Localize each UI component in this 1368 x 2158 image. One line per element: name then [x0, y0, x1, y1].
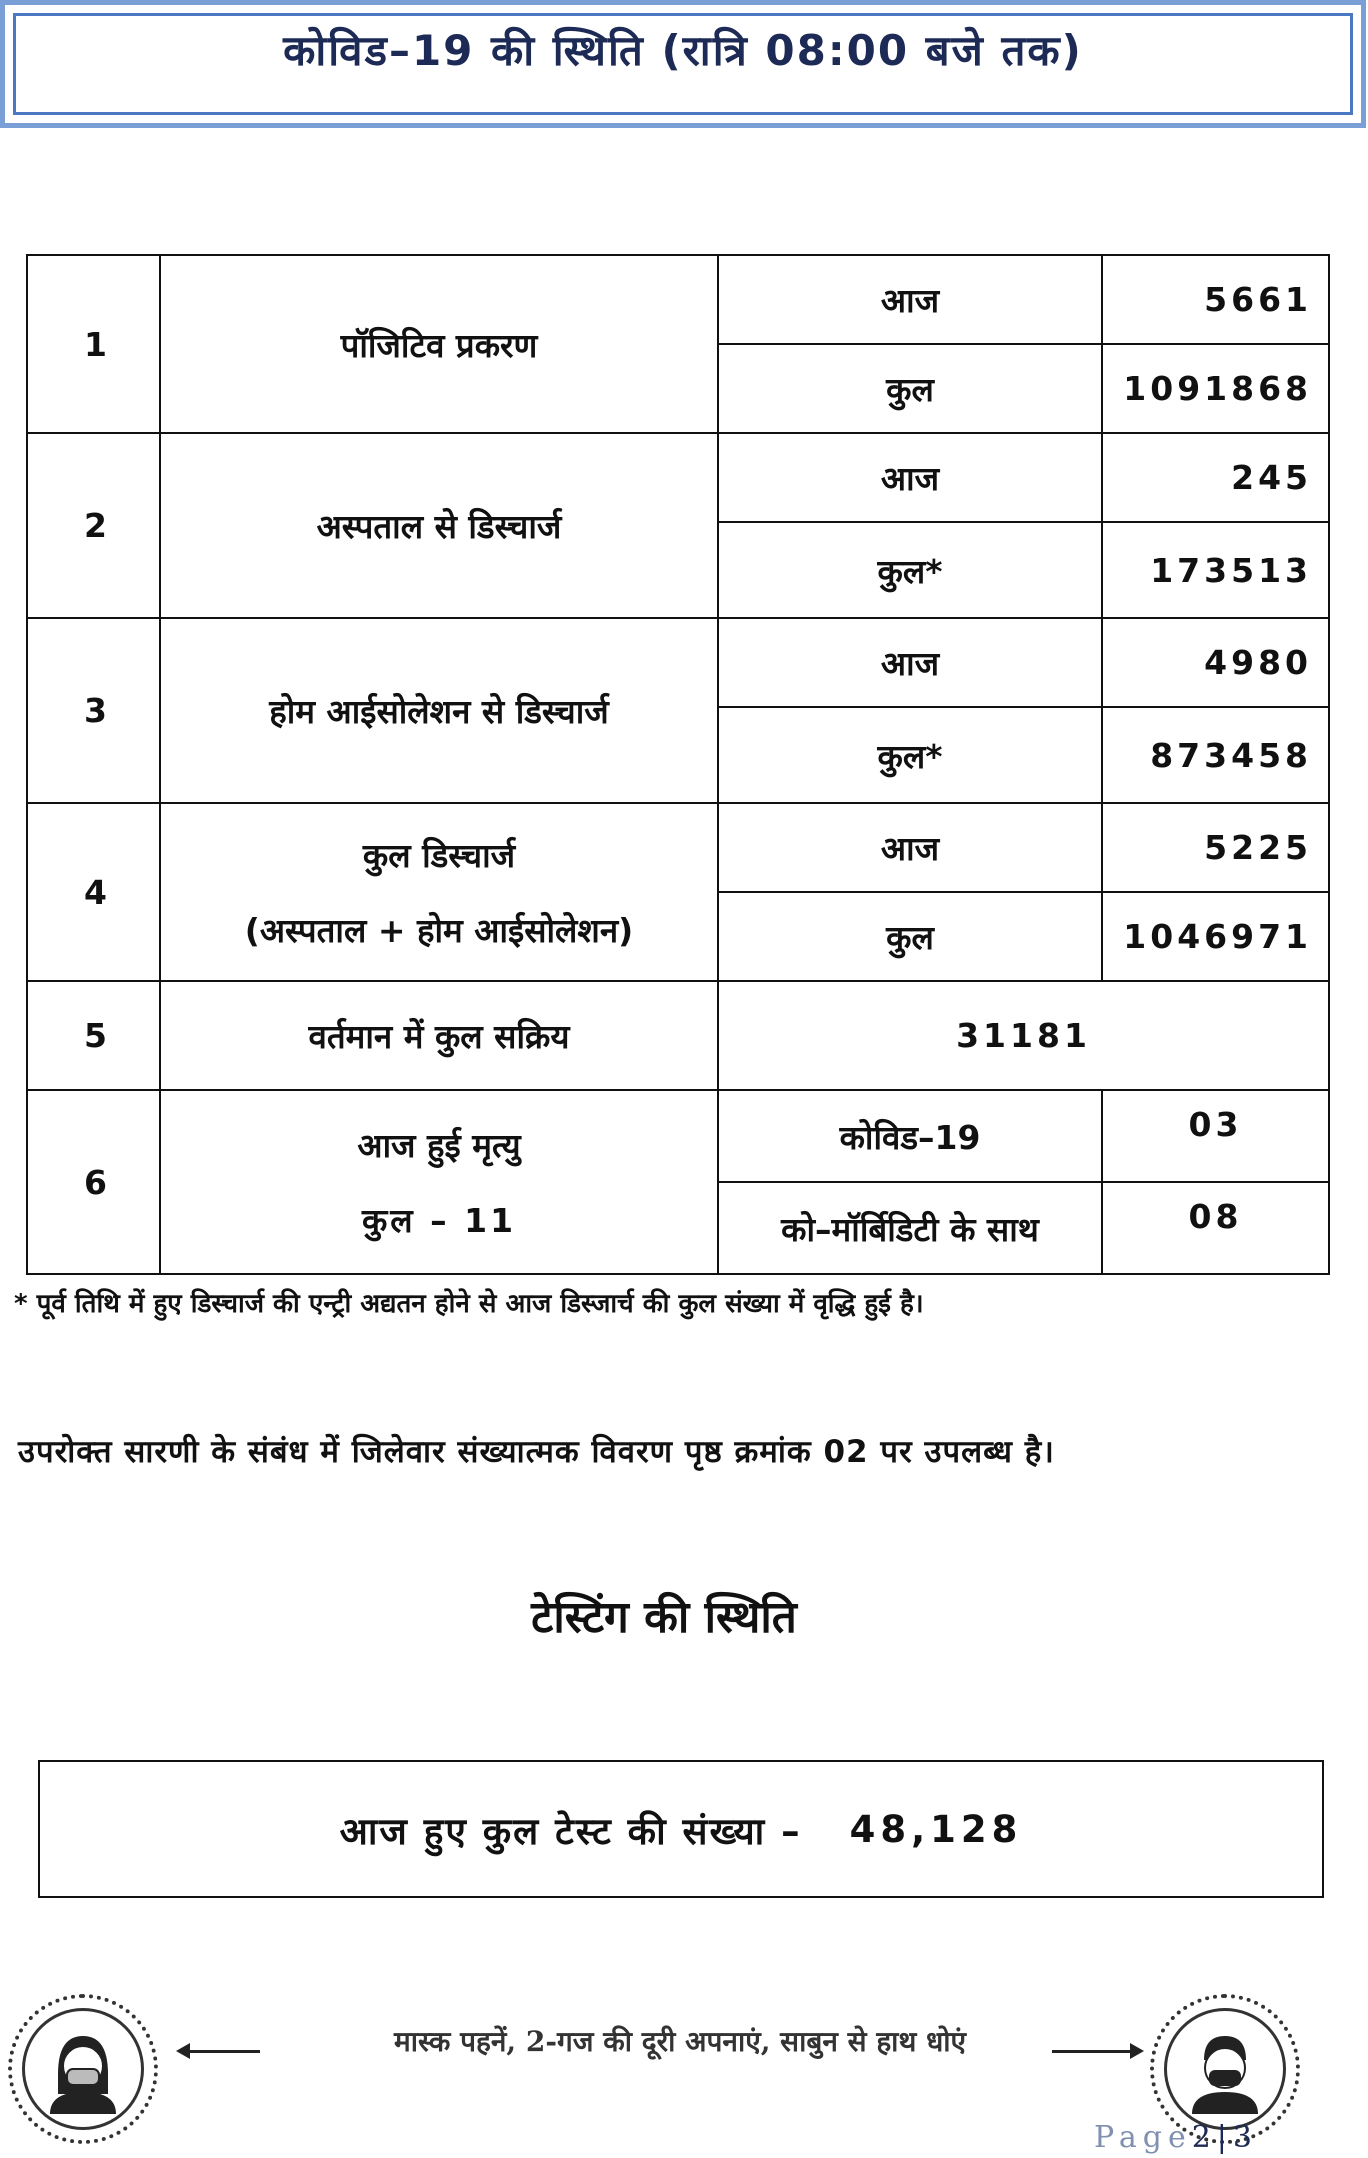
- status-table: [26, 254, 1330, 1275]
- testing-heading: टेस्टिंग की स्थिति: [531, 1592, 797, 1643]
- page-title: कोविड–19 की स्थिति (रात्रि 08:00 बजे तक): [283, 25, 1083, 75]
- today-value: 245: [1102, 433, 1329, 522]
- table-row: [27, 1090, 1329, 1182]
- page-separator: |: [1216, 2120, 1233, 2155]
- total-value: 1046971: [1102, 892, 1329, 981]
- total-value: 1091868: [1102, 344, 1329, 433]
- safety-slogan: मास्क पहनें, 2-गज की दूरी अपनाएं, साबुन से हाथ धोएं: [393, 2025, 967, 2058]
- test-count-label: आज हुए कुल टेस्ट की संख्या –: [339, 1809, 802, 1853]
- today-value: 5661: [1102, 255, 1329, 344]
- today-value: 5225: [1102, 803, 1329, 892]
- test-count-value: 48,128: [849, 1807, 1023, 1851]
- total-label: कुल*: [718, 707, 1102, 803]
- today-label: आज: [718, 255, 1102, 344]
- table-row: [27, 255, 1329, 344]
- table-row: [27, 981, 1329, 1090]
- today-label: आज: [718, 803, 1102, 892]
- row-label: [160, 1090, 718, 1274]
- total-value: 873458: [1102, 707, 1329, 803]
- row-label: वर्तमान में कुल सक्रिय: [160, 981, 718, 1090]
- total-label: कुल: [718, 892, 1102, 981]
- test-count-box: [38, 1760, 1324, 1898]
- row-number: 5: [27, 981, 160, 1090]
- total-label: कुल: [718, 344, 1102, 433]
- comorbid-death-label: को–मॉर्बिडिटी के साथ: [718, 1182, 1102, 1274]
- safety-banner: [0, 1992, 1368, 2112]
- today-label: आज: [718, 433, 1102, 522]
- row-label: होम आईसोलेशन से डिस्चार्ज: [160, 618, 718, 803]
- today-label: आज: [718, 618, 1102, 707]
- right-arrowhead-icon: [1130, 2043, 1144, 2059]
- row-label-line1: आज हुई मृत्यु: [357, 1126, 521, 1165]
- page-prefix: Page: [1094, 2120, 1192, 2155]
- row-number: 4: [27, 803, 160, 981]
- footnote: * पूर्व तिथि में हुए डिस्चार्ज की एन्ट्री अद्यतन होने से आज डिस्जार्च की कुल संख्या में वृद्धि हुई है।: [14, 1289, 924, 1319]
- row-label: अस्पताल से डिस्चार्ज: [160, 433, 718, 618]
- row-label-line2: कुल – 11: [361, 1201, 517, 1240]
- comorbid-death-value: 08: [1102, 1182, 1329, 1274]
- row-label: [160, 803, 718, 981]
- header-inner-border: [13, 13, 1353, 115]
- right-arrow: [1052, 2050, 1132, 2053]
- page-number: [1094, 2120, 1258, 2155]
- row-label-line2: (अस्पताल + होम आईसोलेशन): [244, 911, 634, 950]
- header-box: [0, 0, 1366, 128]
- page-total: 3: [1232, 2120, 1258, 2155]
- row-number: 1: [27, 255, 160, 433]
- table-row: [27, 433, 1329, 522]
- woman-mask-icon: [8, 1994, 158, 2144]
- today-value: 4980: [1102, 618, 1329, 707]
- total-value: 173513: [1102, 522, 1329, 618]
- row-number: 2: [27, 433, 160, 618]
- row-label: पॉजिटिव प्रकरण: [160, 255, 718, 433]
- covid-death-label: कोविड–19: [718, 1090, 1102, 1182]
- active-value: 31181: [718, 981, 1329, 1090]
- table-row: [27, 618, 1329, 707]
- row-label-line1: कुल डिस्चार्ज: [362, 836, 516, 875]
- covid-death-value: 03: [1102, 1090, 1329, 1182]
- table-row: [27, 803, 1329, 892]
- district-reference-note: उपरोक्त सारणी के संबंध में जिलेवार संख्यात्मक विवरण पृष्ठ क्रमांक 02 पर उपलब्ध है।: [18, 1434, 1055, 1470]
- row-number: 3: [27, 618, 160, 803]
- total-label: कुल*: [718, 522, 1102, 618]
- page-current: 2: [1191, 2120, 1217, 2155]
- row-number: 6: [27, 1090, 160, 1274]
